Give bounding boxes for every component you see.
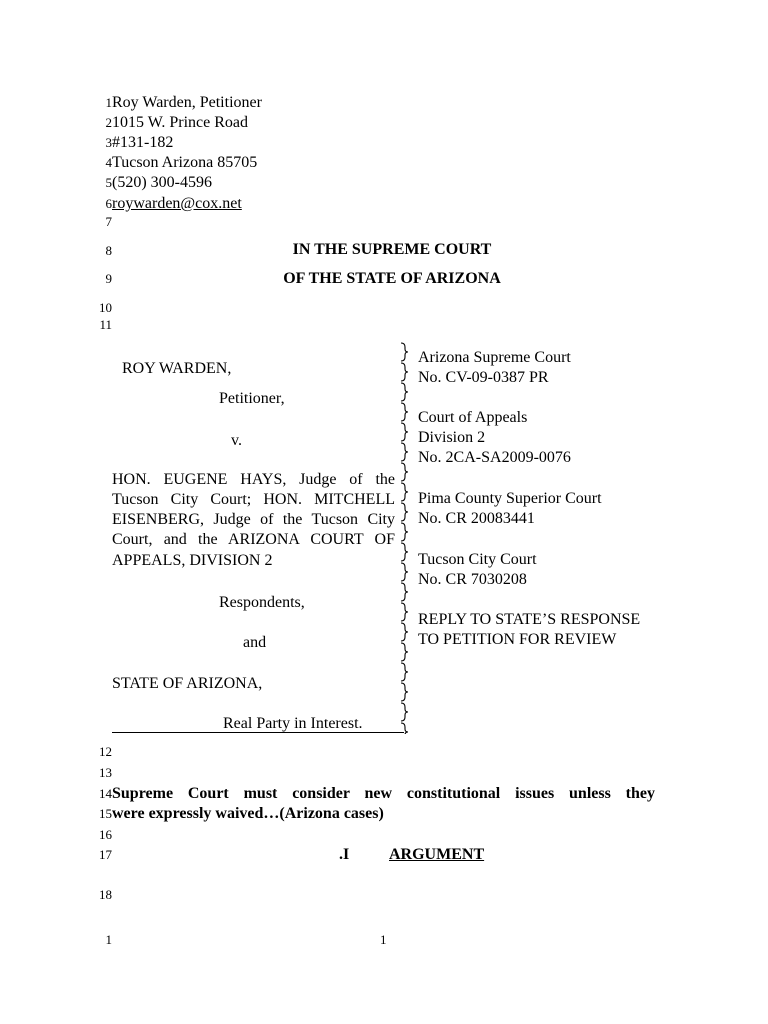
city-court-label: Tucson City Court	[418, 551, 537, 568]
brace-segment	[401, 603, 408, 621]
superior-case-number: No. CR 20083441	[418, 510, 535, 527]
real-party-role: Real Party in Interest.	[223, 715, 363, 732]
and-text: and	[243, 634, 267, 651]
line-number: 17	[99, 847, 112, 862]
respondents-line-2: Tucson City Court; HON. MITCHELL	[112, 491, 395, 508]
line-number: 10	[99, 300, 112, 315]
brace-segment	[401, 403, 408, 421]
brace-segment	[401, 523, 408, 541]
respondents-line-1: HON. EUGENE HAYS, Judge of the	[112, 471, 395, 488]
brace-segment	[401, 483, 408, 501]
line-number: 12	[99, 744, 112, 759]
phone-number: (520) 300-4596	[112, 174, 212, 191]
supreme-court-label: Arizona Supreme Court	[418, 349, 571, 366]
brace-segment	[401, 583, 408, 601]
brace-segment	[401, 723, 408, 734]
document-title-line-1: REPLY TO STATE’S RESPONSE	[418, 611, 641, 628]
real-party-name: STATE OF ARIZONA,	[112, 675, 263, 692]
brace-segment	[401, 443, 408, 461]
respondents-role: Respondents,	[219, 594, 305, 611]
line-number: 15	[99, 806, 112, 821]
superior-court-label: Pima County Superior Court	[418, 490, 602, 507]
line-number: 2	[105, 115, 112, 130]
footer-line-number: 1	[105, 932, 112, 947]
versus-text: v.	[231, 432, 242, 449]
address-line-1: 1015 W. Prince Road	[112, 114, 248, 131]
brace-segment	[401, 703, 408, 721]
email-link[interactable]	[112, 194, 242, 214]
brace-segment	[401, 563, 408, 581]
brace-segment	[401, 643, 408, 661]
subheading-line-1: Supreme Court must consider new constitutional issues unless they	[112, 785, 655, 802]
caption-divider	[398, 342, 410, 734]
caption-underline	[112, 732, 404, 733]
respondents-line-5: APPEALS, DIVISION 2	[112, 552, 273, 569]
brace-segment	[401, 683, 408, 701]
party-petitioner-role: Petitioner,	[219, 390, 285, 407]
line-number: 9	[105, 271, 112, 286]
line-number: 11	[99, 317, 112, 332]
line-number: 13	[99, 765, 112, 780]
line-number: 4	[105, 155, 112, 170]
line-number: 6	[105, 196, 112, 211]
line-number: 7	[105, 214, 112, 229]
document-title-line-2: TO PETITION FOR REVIEW	[418, 631, 617, 648]
line-number: 18	[99, 887, 112, 902]
section-number: .I	[339, 846, 350, 863]
line-number: 16	[99, 827, 112, 842]
brace-segment	[401, 383, 408, 401]
line-number: 8	[105, 243, 112, 258]
party-petitioner: ROY WARDEN,	[122, 360, 232, 377]
petitioner-name: Roy Warden, Petitioner	[112, 94, 262, 111]
brace-segment	[401, 423, 408, 441]
line-number: 3	[105, 135, 112, 150]
city-case-number: No. CR 7030208	[418, 571, 527, 588]
brace-segment	[401, 503, 408, 521]
line-number: 1	[105, 95, 112, 110]
address-line-2: #131-182	[112, 134, 174, 151]
brace-segment	[401, 343, 408, 361]
section-title: ARGUMENT	[389, 846, 485, 863]
brace-segment	[401, 363, 408, 381]
court-title-line-1: IN THE SUPREME COURT	[292, 241, 492, 258]
brace-segment	[401, 463, 408, 481]
line-number: 5	[105, 175, 112, 190]
brace-segment	[401, 663, 408, 681]
subheading-line-2: were expressly waived…(Arizona cases)	[112, 805, 384, 822]
supreme-court-case-number: No. CV-09-0387 PR	[418, 369, 549, 386]
court-title-line-2: OF THE STATE OF ARIZONA	[283, 270, 501, 287]
appeals-court-label: Court of Appeals	[418, 409, 528, 426]
brace-segment	[401, 543, 408, 561]
respondents-line-4: Court, and the ARIZONA COURT OF	[112, 531, 395, 548]
brace-segment	[401, 623, 408, 641]
page-number: 1	[380, 932, 387, 947]
appeals-division: Division 2	[418, 429, 486, 446]
line-number: 14	[99, 786, 112, 801]
respondents-line-3: EISENBERG, Judge of the Tucson City	[112, 511, 395, 528]
city-state-zip: Tucson Arizona 85705	[112, 154, 258, 171]
email-text[interactable]: roywarden@cox.net	[112, 195, 242, 212]
appeals-case-number: No. 2CA-SA2009-0076	[418, 449, 571, 466]
